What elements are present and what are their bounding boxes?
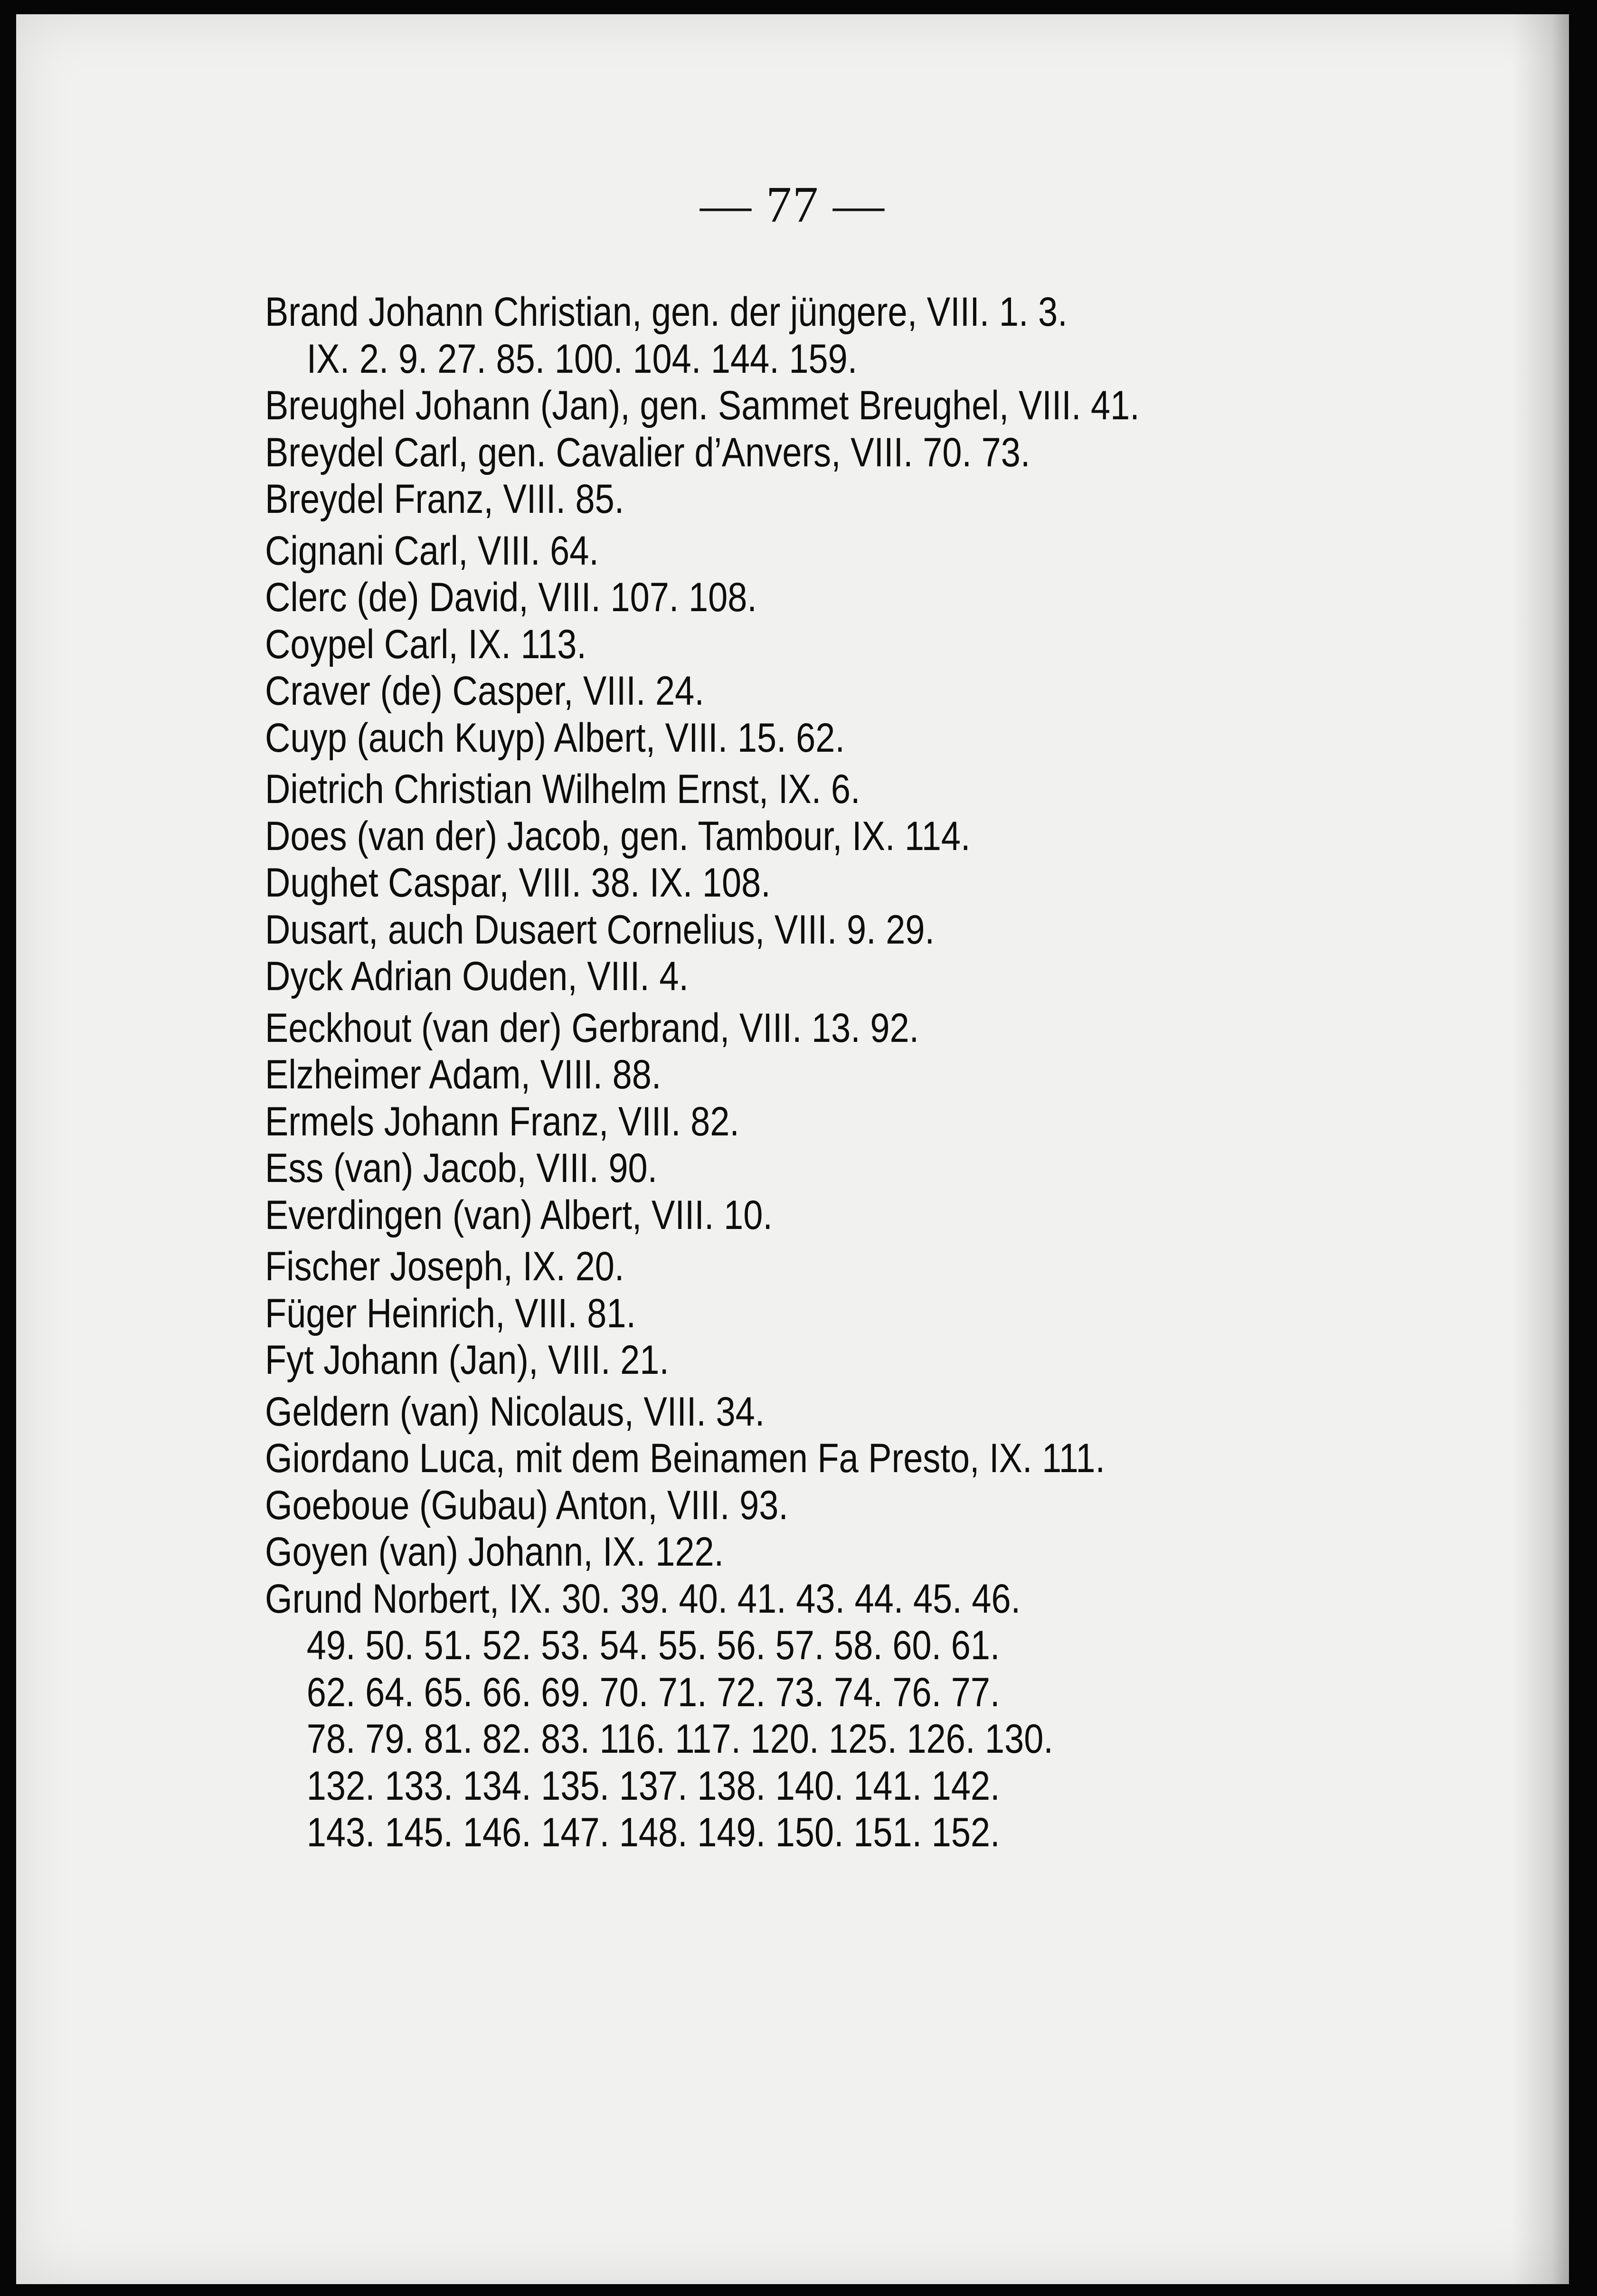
- entry-heading-line: Giordano Luca, mit dem Beinamen Fa Presto, IX. 111.: [265, 1436, 1106, 1481]
- entry-heading-line: Does (van der) Jacob, gen. Tambour, IX. 114.: [265, 813, 971, 859]
- index-entry: [265, 1145, 1310, 1192]
- index-entry: [265, 1389, 1310, 1436]
- entry-continuation-line: 143. 145. 146. 147. 148. 149. 150. 151. 152.: [306, 1810, 1000, 1855]
- entry-heading-line: Fischer Joseph, IX. 20.: [265, 1244, 624, 1289]
- page-number: — 77 —: [700, 177, 885, 233]
- entry-heading-line: Elzheimer Adam, VIII. 88.: [265, 1052, 661, 1097]
- entry-continuation-line: 62. 64. 65. 66. 69. 70. 71. 72. 73. 74. 76. 77.: [306, 1669, 1000, 1715]
- index-entry: [265, 476, 1310, 523]
- index-entry: [265, 1576, 1310, 1856]
- entry-continuation-line: 49. 50. 51. 52. 53. 54. 55. 56. 57. 58. 60. 61.: [306, 1623, 1000, 1668]
- index-entry: [265, 528, 1310, 575]
- index-entry: [265, 907, 1310, 954]
- index-entry: [265, 621, 1310, 668]
- entry-heading-line: Breydel Franz, VIII. 85.: [265, 476, 624, 522]
- entry-continuation-line: 78. 79. 81. 82. 83. 116. 117. 120. 125. 126. 130.: [306, 1716, 1053, 1762]
- entry-heading-line: Goyen (van) Johann, IX. 122.: [265, 1529, 724, 1575]
- entry-heading-line: Dyck Adrian Ouden, VIII. 4.: [265, 954, 689, 999]
- index-entry: [265, 1192, 1310, 1239]
- index-entry: [265, 1051, 1310, 1098]
- index-entry: [265, 813, 1310, 860]
- index-entry: [265, 1529, 1310, 1576]
- index-entry: [265, 860, 1310, 907]
- index-entry: [265, 289, 1310, 382]
- entry-heading-line: Breughel Johann (Jan), gen. Sammet Breughel, VIII. 41.: [265, 383, 1140, 428]
- page-edge-shadow: [1512, 14, 1569, 2284]
- entry-heading-line: Ermels Johann Franz, VIII. 82.: [265, 1098, 739, 1144]
- index-entry: [265, 1482, 1310, 1529]
- index-entry: [265, 1435, 1310, 1482]
- index-entry: [265, 574, 1310, 621]
- entry-continuation-line: 132. 133. 134. 135. 137. 138. 140. 141. 142.: [306, 1763, 1000, 1809]
- entry-heading-line: Coypel Carl, IX. 113.: [265, 621, 586, 667]
- entry-heading-line: Craver (de) Casper, VIII. 24.: [265, 668, 704, 714]
- entry-heading-line: Füger Heinrich, VIII. 81.: [265, 1290, 636, 1336]
- index-entries: [265, 289, 1310, 1856]
- entry-heading-line: Breydel Carl, gen. Cavalier d’Anvers, VIII. 70. 73.: [265, 429, 1030, 475]
- entry-heading-line: Dusart, auch Dusaert Cornelius, VIII. 9. 29.: [265, 907, 935, 953]
- entry-continuation-line: IX. 2. 9. 27. 85. 100. 104. 144. 159.: [306, 336, 858, 382]
- entry-heading-line: Dietrich Christian Wilhelm Ernst, IX. 6.: [265, 766, 860, 812]
- index-entry: [265, 1337, 1310, 1384]
- entry-heading-line: Cuyp (auch Kuyp) Albert, VIII. 15. 62.: [265, 715, 845, 761]
- index-entry: [265, 766, 1310, 813]
- entry-heading-line: Brand Johann Christian, gen. der jüngere, VIII. 1. 3.: [265, 289, 1068, 335]
- entry-heading-line: Fyt Johann (Jan), VIII. 21.: [265, 1337, 669, 1383]
- entry-heading-line: Clerc (de) David, VIII. 107. 108.: [265, 575, 757, 620]
- entry-heading-line: Goeboue (Gubau) Anton, VIII. 93.: [265, 1482, 788, 1528]
- index-entry: [265, 953, 1310, 1000]
- entry-heading-line: Geldern (van) Nicolaus, VIII. 34.: [265, 1389, 765, 1435]
- entry-heading-line: Cignani Carl, VIII. 64.: [265, 528, 599, 574]
- index-entry: [265, 382, 1310, 429]
- index-entry: [265, 429, 1310, 476]
- entry-heading-line: Grund Norbert, IX. 30. 39. 40. 41. 43. 44. 45. 46.: [265, 1576, 1021, 1622]
- entry-heading-line: Dughet Caspar, VIII. 38. IX. 108.: [265, 860, 771, 906]
- entry-heading-line: Ess (van) Jacob, VIII. 90.: [265, 1145, 658, 1191]
- book-page: [16, 14, 1569, 2284]
- index-entry: [265, 668, 1310, 715]
- index-entry: [265, 1005, 1310, 1052]
- index-entry: [265, 1098, 1310, 1145]
- index-entry: [265, 1290, 1310, 1337]
- index-entry: [265, 715, 1310, 762]
- index-entry: [265, 1243, 1310, 1290]
- entry-heading-line: Everdingen (van) Albert, VIII. 10.: [265, 1192, 773, 1238]
- entry-heading-line: Eeckhout (van der) Gerbrand, VIII. 13. 92.: [265, 1005, 919, 1051]
